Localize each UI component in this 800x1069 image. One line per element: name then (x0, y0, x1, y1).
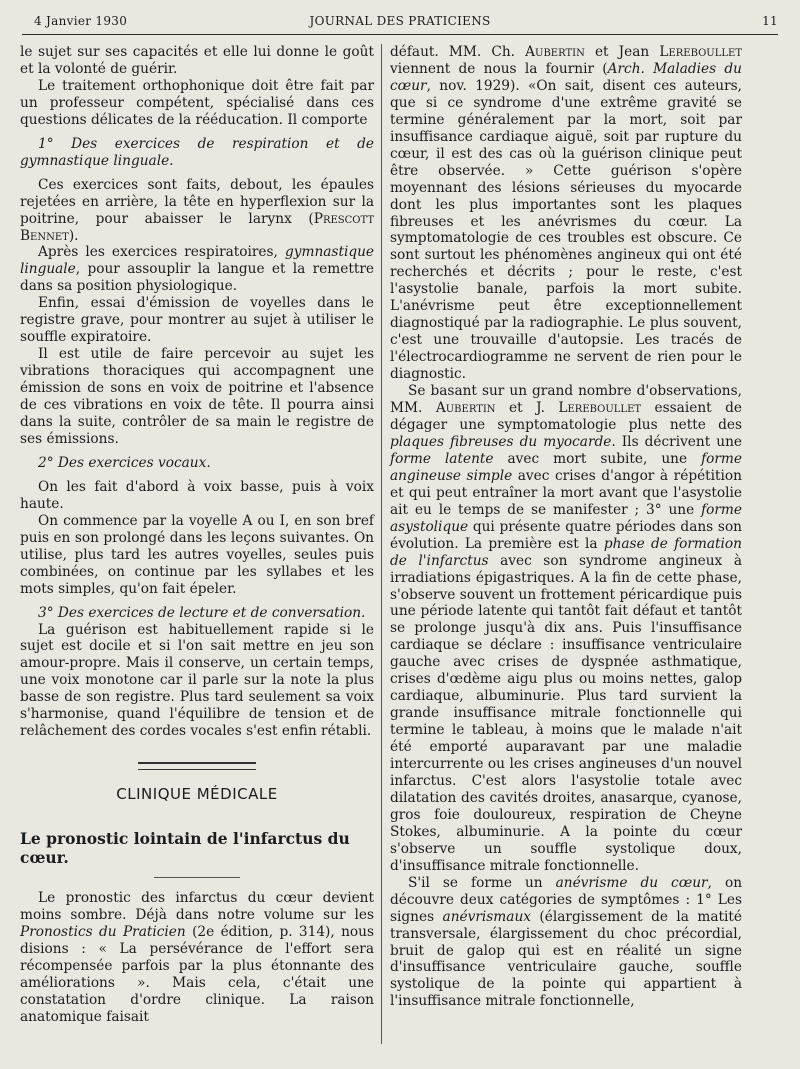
paragraph: Se basant sur un grand nombre d'observations, MM. Aubertin et J. Lereboullet essaient de dégager une symptomatologie plus nette des plaques fibreuses du myocarde. Ils décrivent une forme latente avec mort subite, une forme angineuse simple avec crises d'angor à répétition et qui peut entraîner la mort avant que l'asystolie ait eu le temps de se manifester ; 3° une forme asystolique qui présente quatre périodes dans son évolution. La première est la phase de formation de l'infarctus avec son syndrome angineux à irradiations épigastriques. A la fin de cette phase, s'observe souvent un frottement péricardique puis une période latente qui tantôt fait défaut et tantôt se prolonge jusqu'à dix ans. Puis l'insuffisance cardiaque se déclare : insuffisance ventriculaire gauche avec crises de dyspnée asthmatique, crises d'œdème aigu plus ou moins nettes, galop cardiaque, albuminurie. Plus tard survient la grande insuffisance mitrale fonctionnelle qui termine le tableau, à moins que le malade n'ait été emporté auparavant par une maladie intercurrente ou les crises angineuses d'un nouvel infarctus. C'est alors l'asystolie totale avec dilatation des cavités droites, anasarque, cyanose, gros foie douloureux, respiration de Cheyne Stokes, albuminurie. A la pointe du cœur s'observe un souffle systolique doux, d'insuffisance mitrale fonctionnelle. (390, 383, 742, 874)
paragraph: Enfin, essai d'émission de voyelles dans le registre grave, pour montrer au sujet à utiliser le souffle expiratoire. (20, 295, 374, 346)
right-column (390, 44, 742, 1010)
title-rule (154, 877, 240, 878)
paragraph: On les fait d'abord à voix basse, puis à voix haute. (20, 478, 374, 512)
subheading: 3° Des exercices de lecture et de conversation. (38, 604, 366, 621)
left-column (20, 44, 374, 1026)
paragraph: Le traitement orthophonique doit être fait par un professeur compétent, spécialisé dans ces questions délicates de la rééducation. Il comporte (20, 77, 374, 128)
paragraph: Le pronostic des infarctus du cœur devient moins sombre. Déjà dans notre volume sur les Pronostics du Praticien (2e édition, p. 314), nous disions : « La persévérance de l'effort sera récompensée parfois par la plus étonnante des améliorations ». Mais cela, c'était une constatation d'ordre clinique. La raison anatomique faisait (20, 890, 374, 1025)
section-ornament (138, 762, 256, 770)
header-date: 4 Janvier 1930 (34, 14, 128, 28)
paragraph: Après les exercices respiratoires, gymnastique linguale, pour assouplir la langue et la remettre dans sa position physiologique. (20, 244, 374, 295)
header-journal-title: JOURNAL DES PRATICIENS (309, 14, 491, 28)
paragraph: Il est utile de faire percevoir au sujet les vibrations thoraciques qui accompagnent une émission de sons en voix de poitrine et l'absence de ces vibrations en voix de tête. Il pourra ainsi dans la suite, contrôler de sa main le registre de ses émissions. (20, 346, 374, 447)
section-title: CLINIQUE MÉDICALE (116, 785, 278, 804)
header-page-number: 11 (762, 14, 778, 28)
article-title: Le pronostic lointain de l'infarctus du cœur. (20, 829, 350, 868)
paragraph: le sujet sur ses capacités et elle lui donne le goût et la volonté de guérir. (20, 44, 374, 77)
paragraph: On commence par la voyelle A ou I, en son bref puis en son prolongé dans les leçons suivantes. On utilise, plus tard les autres voyelles, seules puis combinées, on continue par les syllabes et les mots simples, qu'on fait épeler. (20, 512, 374, 597)
page-header (22, 12, 778, 35)
subheading: 2° Des exercices vocaux. (38, 454, 211, 471)
paragraph: défaut. MM. Ch. Aubertin et Jean Lereboullet viennent de nous la fournir (Arch. Maladies du cœur, nov. 1929). «On sait, disent ces auteurs, que si ce syndrome d'une extrême gravité se termine généralement par la mort, soit par insuffisance cardiaque aiguë, soit par rupture du cœur, il est des cas où la guérison clinique peut être observée. » Cette guérison s'opère moyennant des lésions sérieuses du myocarde dont les plus importantes sont les plaques fibreuses et les anévrismes du cœur. La symptomatologie de ces troubles est obscure. Ce sont surtout les phénomènes angineux qui ont été recherchés et décrits ; pour le reste, c'est l'asystolie banale, parfois la mort subite. L'anévrisme peut être exceptionnellement diagnostiqué par la radiographie. Le plus souvent, c'est une trouvaille d'autopsie. Les tracés de l'électrocardiogramme ne servent de rien pour le diagnostic. (390, 44, 742, 383)
paragraph: Ces exercices sont faits, debout, les épaules rejetées en arrière, la tête en hyperflexion sur la poitrine, pour abaisser le larynx (Prescott Bennet). (20, 176, 374, 244)
paragraph: La guérison est habituellement rapide si le sujet est docile et si l'on sait mettre en jeu son amour-propre. Mais il conserve, un certain temps, une voix monotone car il parle sur la note la plus basse de son registre. Plus tard seulement sa voix s'harmonise, quand l'équilibre de tension et de relâchement des cordes vocales s'est enfin rétabli. (20, 621, 374, 740)
column-divider (381, 44, 382, 1044)
subheading: 1° Des exercices de respiration et de gymnastique linguale. (20, 135, 374, 169)
paragraph: S'il se forme un anévrisme du cœur, on découvre deux catégories de symptômes : 1° Les signes anévrismaux (élargissement de la matité transversale, élargissement du choc précordial, bruit de galop qui est en réalité un signe d'insuffisance ventriculaire gauche, souffle systolique de la pointe qui appartient à l'insuffisance mitrale fonctionnelle, (390, 874, 743, 1010)
